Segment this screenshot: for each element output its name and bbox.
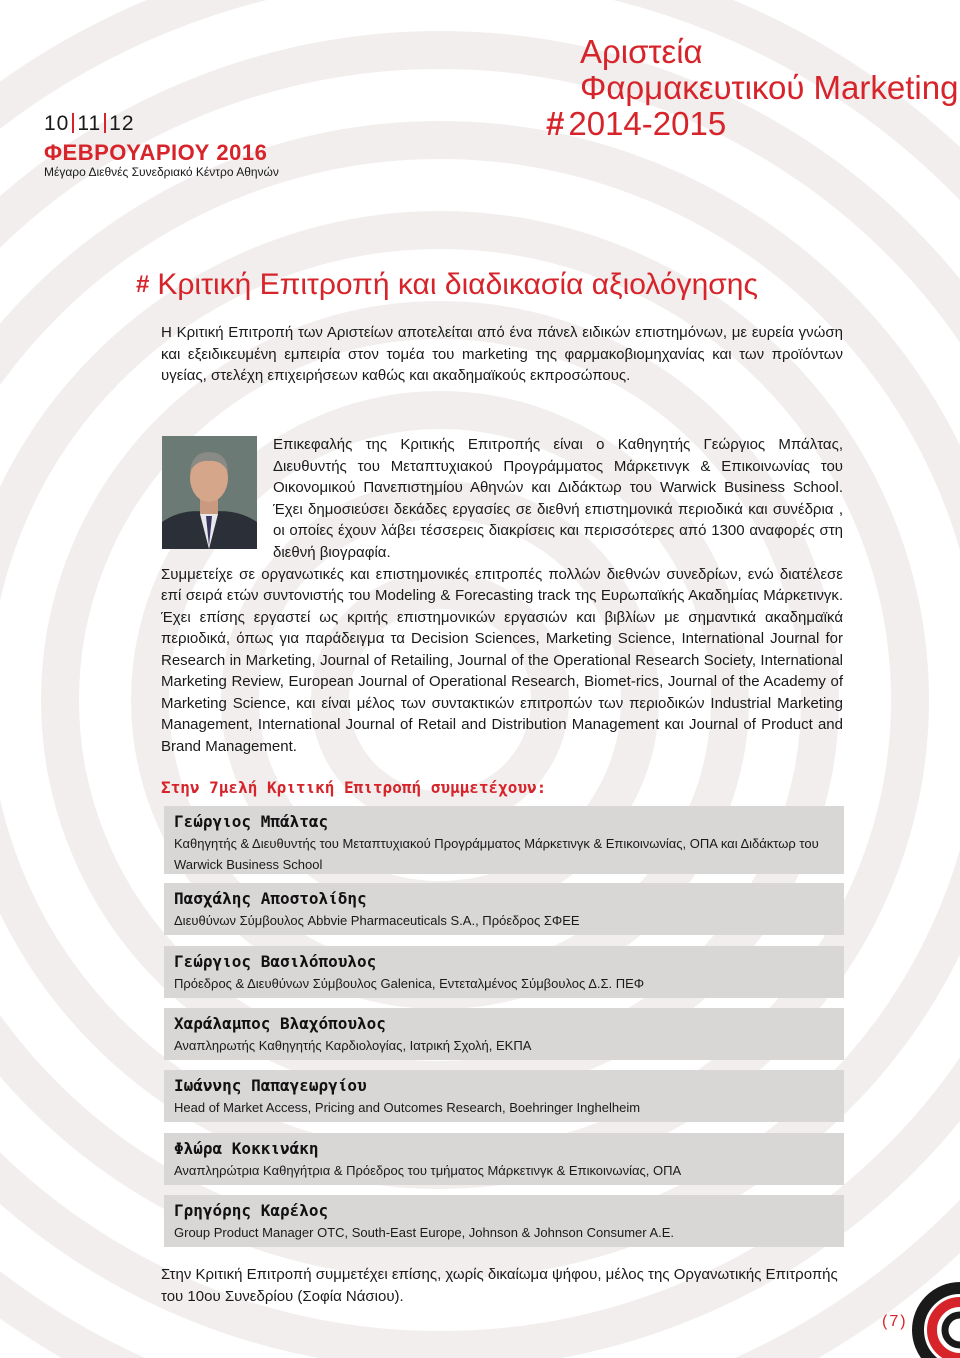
event-dates: 10 11 12 (44, 112, 135, 135)
chair-bio-intro: Επικεφαλής της Κριτικής Επιτροπής είναι ο Καθηγητής Γεώργιος Μπάλτας, Διευθυντής του Μεταπτυχιακού Προγράμματος Μάρκετινγκ & Επικοινωνίας του Οικονομικού Πανεπιστημίου Αθηνών και Διδάκτωρ του Warwick Business School. Έχει δημοσιεύσει δεκάδες εργασίες σε διεθνή επιστημονικά περιοδικά και συνέδρια , οι οποίες έχουν λάβει τέσσερεις διακρίσεις και περισσότερες από 1300 αναφορές στη διεθνή βιογραφία. (273, 436, 843, 561)
member-name: Γεώργιος Βασιλόπουλος (174, 952, 377, 971)
member-card (164, 1133, 844, 1185)
member-role: Αναπληρώτρια Καθηγήτρια & Πρόεδρος του τμήματος Μάρκετινγκ & Επικοινωνίας, ΟΠΑ (174, 1163, 682, 1178)
member-name: Γρηγόρης Καρέλος (174, 1201, 329, 1220)
intro-paragraph: Η Κριτική Επιτροπή των Αριστείων αποτελείται από ένα πάνελ ειδικών επιστημόνων, με ευρεία γνώση και εξειδικευμένη εμπειρία στον τομέα του marketing της φαρμακοβιομηχανίας και των προϊόντων υγείας, στελέχη επιχειρήσεων καθώς και ακαδημαϊκούς εκπροσώπους. (161, 324, 843, 384)
page-number: (7) (882, 1313, 908, 1330)
members-heading: Στην 7μελή Κριτική Επιτροπή συμμετέχουν: (161, 778, 547, 797)
member-card (164, 946, 844, 998)
member-card (164, 1195, 844, 1247)
award-title: Αριστεία Φαρμακευτικού Marketing # 2014-2015 (546, 33, 959, 142)
member-name: Πασχάλης Αποστολίδης (174, 889, 367, 908)
member-role: Διευθύνων Σύμβουλος Abbvie Pharmaceuticals S.A., Πρόεδρος ΣΦΕΕ (174, 913, 580, 928)
closing-note: Στην Κριτική Επιτροπή συμμετέχει επίσης, χωρίς δικαίωμα ψήφου, μέλος της Οργανωτικής Επιτροπής του 10ου Συνεδρίου (Σοφία Νάσιου). (161, 1266, 838, 1305)
chair-bio-continued: Συμμετείχε σε οργανωτικές και επιστημονικές επιτροπές πολλών διεθνών συνεδρίων, ενώ διατέλεσε επί σειρά ετών συντονιστής του Modeling & Forecasting track της Ευρωπαϊκής Ακαδημίας Μάρκετινγκ. Έχει επίσης εργαστεί ως κριτής επιστημονικών εργασιών και βιβλίων με σημαντικά ακαδημαϊκά περιοδικά, όπως για παράδειγμα τα Decision Sciences, Marketing Science, International Journal for Research in Marketing, Journal of Retailing, Journal of the Operational Research Society, International Marketing Review, European Journal of Operational Research, Biomet-rics, Journal of the Academy of Marketing Science, και είναι μέλος των συντακτικών επιτροπών των περιοδικών Industrial Marketing Management, International Journal of Retail and Distribution Management και Journal of Product and Brand Management. (161, 565, 843, 755)
event-venue: Μέγαρο Διεθνές Συνεδριακό Κέντρο Αθηνών (44, 165, 279, 179)
member-role: Group Product Manager OTC, South-East Europe, Johnson & Johnson Consumer A.E. (174, 1225, 675, 1240)
event-month: ΦΕΒΡΟΥΑΡΙΟΥ 2016 (44, 140, 268, 165)
member-role: Head of Market Access, Pricing and Outcomes Research, Boehringer Inghelheim (174, 1100, 641, 1115)
member-card (164, 1070, 844, 1122)
spiral-logo-icon (918, 1288, 960, 1358)
member-role: Αναπληρωτής Καθηγητής Καρδιολογίας, Ιατρική Σχολή, ΕΚΠΑ (174, 1038, 532, 1053)
member-name: Γεώργιος Μπάλτας (174, 812, 329, 831)
member-name: Ιωάννης Παπαγεωργίου (174, 1076, 367, 1095)
member-name: Φλώρα Κοκκινάκη (174, 1139, 319, 1158)
member-card (164, 806, 844, 874)
member-name: Χαράλαμπος Βλαχόπουλος (174, 1014, 386, 1033)
member-role: Πρόεδρος & Διευθύνων Σύμβουλος Galenica, Εντεταλμένος Σύμβουλος Δ.Σ. ΠΕΦ (174, 976, 645, 991)
hash-icon: # (546, 105, 565, 142)
member-card (164, 883, 844, 935)
portrait-photo (162, 436, 257, 549)
section-title: # Κριτική Επιτροπή και διαδικασία αξιολόγησης (136, 268, 758, 301)
member-role: Καθηγητής & Διευθυντής του Μεταπτυχιακού Προγράμματος Μάρκετινγκ & Επικοινωνίας, ΟΠΑ και Διδάκτωρ του Warwick Business School (174, 836, 819, 872)
member-card (164, 1008, 844, 1060)
